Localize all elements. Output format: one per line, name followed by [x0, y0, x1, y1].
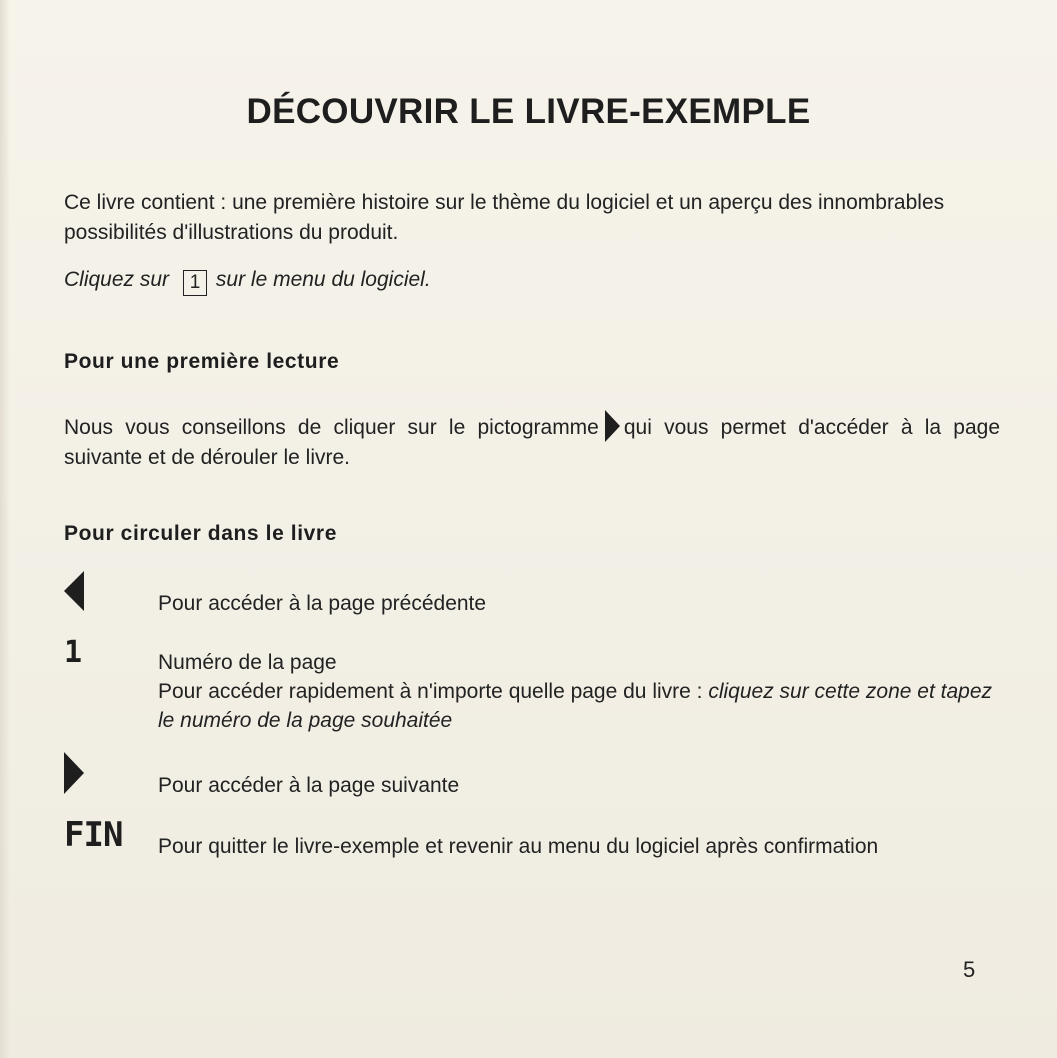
page-number-title: Numéro de la page — [158, 651, 337, 674]
fin-icon: FIN — [64, 815, 123, 855]
instruction-line — [64, 265, 964, 296]
advice-paragraph — [64, 410, 1000, 473]
key-1-icon: 1 — [183, 270, 207, 296]
heading-navigation: Pour circuler dans le livre — [64, 522, 337, 545]
nav-item-fin-text: Pour quitter le livre-exemple et revenir au menu du logiciel après confirmation — [158, 835, 879, 858]
page-binding-shadow — [0, 0, 10, 1058]
instruction-after: sur le menu du logiciel. — [215, 268, 431, 291]
nav-item-page-number-text — [158, 648, 1004, 735]
intro-paragraph: Ce livre contient : une première histoire sur le thème du logiciel et un aperçu des innombrables possibilités d'illustrations du produit. — [64, 191, 945, 244]
arrow-left-icon — [64, 571, 84, 611]
page-number-icon: 1 — [64, 635, 83, 670]
page-number-desc-italic: cliquez sur cette zone et tapez le numéro de la page souhaitée — [158, 680, 992, 732]
page-number-description — [158, 677, 1004, 735]
nav-item-next-text: Pour accéder à la page suivante — [158, 774, 460, 797]
next-page-pictogram-icon — [605, 410, 620, 442]
instruction-before: Cliquez sur — [64, 268, 170, 291]
page-number: 5 — [963, 957, 976, 982]
advice-text-after: qui vous permet d'accéder à la page suivante et de dérouler le livre. — [64, 416, 1000, 469]
arrow-right-icon — [64, 752, 84, 794]
nav-item-previous-text: Pour accéder à la page précédente — [158, 592, 487, 615]
page-title: DÉCOUVRIR LE LIVRE-EXEMPLE — [246, 92, 811, 131]
heading-first-read: Pour une première lecture — [64, 350, 340, 373]
page-number-desc-plain: Pour accéder rapidement à n'importe quelle page du livre : — [158, 680, 709, 703]
advice-text-before: Nous vous conseillons de cliquer sur le pictogramme — [64, 416, 599, 439]
